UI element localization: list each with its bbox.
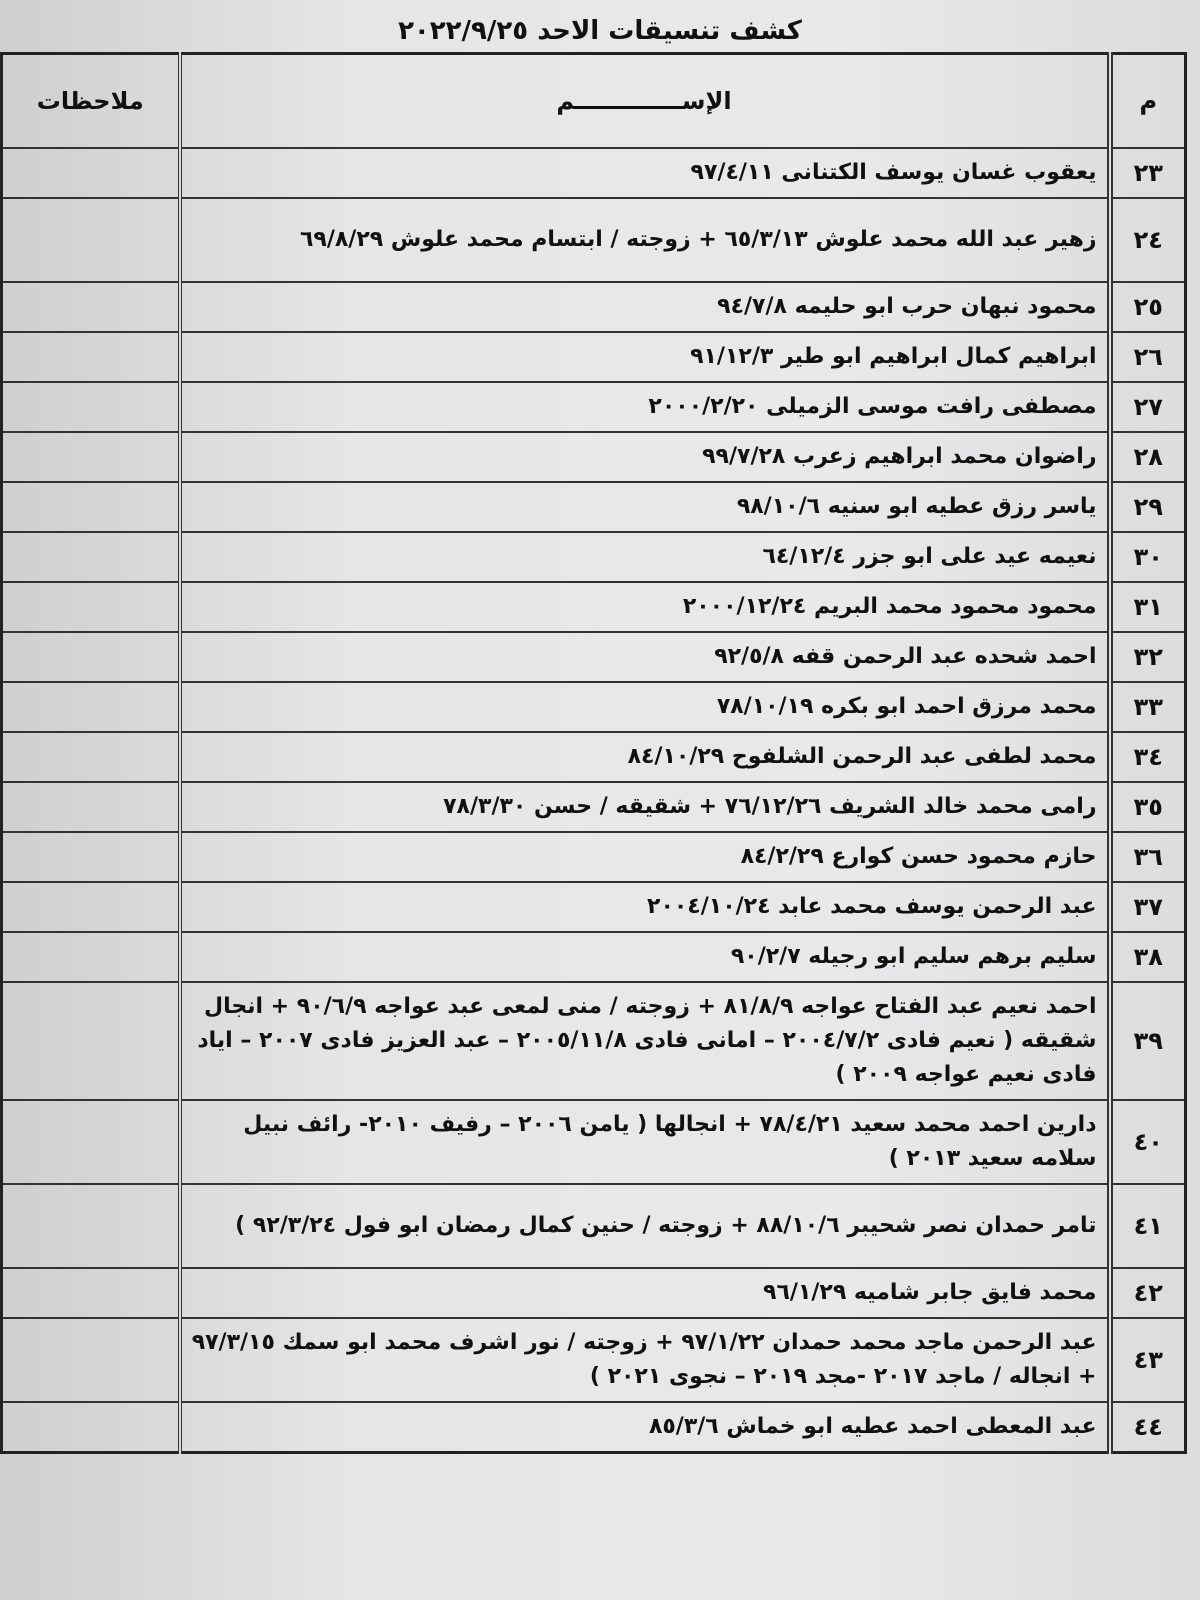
table-row xyxy=(2,982,1186,1100)
table-row xyxy=(2,682,1186,732)
row-name: يعقوب غسان يوسف الكتنانى ٩٧/٤/١١ xyxy=(180,148,1110,198)
row-name: مصطفى رافت موسى الزميلى ٢٠٠٠/٢/٢٠ xyxy=(180,382,1110,432)
row-number: ٤٠ xyxy=(1110,1100,1186,1184)
row-notes xyxy=(2,882,180,932)
row-name: تامر حمدان نصر شحيبر ٨٨/١٠/٦ + زوجته / حنين كمال رمضان ابو فول ٩٢/٣/٢٤ ) xyxy=(180,1184,1110,1268)
header-name: الإســـــــــــــم xyxy=(180,54,1110,149)
names-table xyxy=(0,52,1187,1454)
row-number: ٤٤ xyxy=(1110,1402,1186,1452)
row-number: ٣٧ xyxy=(1110,882,1186,932)
row-number: ٣٥ xyxy=(1110,782,1186,832)
row-number: ٣٩ xyxy=(1110,982,1186,1100)
row-number: ٣١ xyxy=(1110,582,1186,632)
row-number: ٢٣ xyxy=(1110,148,1186,198)
row-number: ٢٨ xyxy=(1110,432,1186,482)
row-name: احمد شحده عبد الرحمن قفه ٩٢/٥/٨ xyxy=(180,632,1110,682)
table-row xyxy=(2,632,1186,682)
table-row xyxy=(2,1318,1186,1402)
row-name: ابراهيم كمال ابراهيم ابو طير ٩١/١٢/٣ xyxy=(180,332,1110,382)
row-number: ٣٠ xyxy=(1110,532,1186,582)
table-row xyxy=(2,148,1186,198)
row-number: ٣٤ xyxy=(1110,732,1186,782)
table-body xyxy=(2,148,1186,1452)
row-notes xyxy=(2,1318,180,1402)
row-notes xyxy=(2,782,180,832)
row-notes xyxy=(2,832,180,882)
row-number: ٢٥ xyxy=(1110,282,1186,332)
row-name: رامى محمد خالد الشريف ٧٦/١٢/٢٦ + شقيقه / حسن ٧٨/٣/٣٠ xyxy=(180,782,1110,832)
row-notes xyxy=(2,982,180,1100)
row-name: زهير عبد الله محمد علوش ٦٥/٣/١٣ + زوجته / ابتسام محمد علوش ٦٩/٨/٢٩ xyxy=(180,198,1110,282)
row-notes xyxy=(2,1402,180,1452)
table-row xyxy=(2,532,1186,582)
row-notes xyxy=(2,382,180,432)
row-name: محمد لطفى عبد الرحمن الشلفوح ٨٤/١٠/٢٩ xyxy=(180,732,1110,782)
row-name: محمد مرزق احمد ابو بكره ٧٨/١٠/١٩ xyxy=(180,682,1110,732)
row-notes xyxy=(2,532,180,582)
row-notes xyxy=(2,432,180,482)
row-notes xyxy=(2,332,180,382)
row-name: عبد المعطى احمد عطيه ابو خماش ٨٥/٣/٦ xyxy=(180,1402,1110,1452)
table-row xyxy=(2,1402,1186,1452)
row-notes xyxy=(2,932,180,982)
table-header-row xyxy=(2,54,1186,149)
row-name: محمود محمود محمد البريم ٢٠٠٠/١٢/٢٤ xyxy=(180,582,1110,632)
row-name: دارين احمد محمد سعيد ٧٨/٤/٢١ + انجالها ( يامن ٢٠٠٦ – رفيف ٢٠١٠- رائف نبيل سلامه سعيد ٢٠١٣ ) xyxy=(180,1100,1110,1184)
row-name: نعيمه عيد على ابو جزر ٦٤/١٢/٤ xyxy=(180,532,1110,582)
table-row xyxy=(2,732,1186,782)
table-row xyxy=(2,882,1186,932)
row-notes xyxy=(2,1268,180,1318)
row-number: ٣٢ xyxy=(1110,632,1186,682)
table-row xyxy=(2,1184,1186,1268)
row-notes xyxy=(2,1184,180,1268)
header-number: م xyxy=(1110,54,1186,149)
row-notes xyxy=(2,482,180,532)
row-name: راضوان محمد ابراهيم زعرب ٩٩/٧/٢٨ xyxy=(180,432,1110,482)
table-row xyxy=(2,482,1186,532)
table-row xyxy=(2,932,1186,982)
header-notes: ملاحظات xyxy=(2,54,180,149)
row-name: محمد فايق جابر شاميه ٩٦/١/٢٩ xyxy=(180,1268,1110,1318)
row-notes xyxy=(2,582,180,632)
row-name: عبد الرحمن ماجد محمد حمدان ٩٧/١/٢٢ + زوجته / نور اشرف محمد ابو سمك ٩٧/٣/١٥ + انجاله / ماجد ٢٠١٧ -مجد ٢٠١٩ – نجوى ٢٠٢١ ) xyxy=(180,1318,1110,1402)
table-row xyxy=(2,782,1186,832)
row-notes xyxy=(2,632,180,682)
row-number: ٢٩ xyxy=(1110,482,1186,532)
row-name: سليم برهم سليم ابو رجيله ٩٠/٢/٧ xyxy=(180,932,1110,982)
row-notes xyxy=(2,682,180,732)
document-title: كشف تنسيقات الاحد ٢٠٢٢/٩/٢٥ xyxy=(398,16,802,46)
row-name: ياسر رزق عطيه ابو سنيه ٩٨/١٠/٦ xyxy=(180,482,1110,532)
table-row xyxy=(2,282,1186,332)
row-notes xyxy=(2,198,180,282)
row-name: حازم محمود حسن كوارع ٨٤/٢/٢٩ xyxy=(180,832,1110,882)
table-row xyxy=(2,198,1186,282)
row-number: ٣٦ xyxy=(1110,832,1186,882)
row-number: ٢٦ xyxy=(1110,332,1186,382)
table-row xyxy=(2,1268,1186,1318)
row-number: ٤٣ xyxy=(1110,1318,1186,1402)
row-notes xyxy=(2,282,180,332)
table-row xyxy=(2,832,1186,882)
row-notes xyxy=(2,1100,180,1184)
row-number: ٤٢ xyxy=(1110,1268,1186,1318)
row-number: ٤١ xyxy=(1110,1184,1186,1268)
table-row xyxy=(2,432,1186,482)
row-number: ٣٨ xyxy=(1110,932,1186,982)
table-row xyxy=(2,1100,1186,1184)
row-number: ٣٣ xyxy=(1110,682,1186,732)
table-row xyxy=(2,382,1186,432)
row-notes xyxy=(2,732,180,782)
table-row xyxy=(2,582,1186,632)
row-number: ٢٧ xyxy=(1110,382,1186,432)
row-name: عبد الرحمن يوسف محمد عابد ٢٠٠٤/١٠/٢٤ xyxy=(180,882,1110,932)
row-number: ٢٤ xyxy=(1110,198,1186,282)
row-notes xyxy=(2,148,180,198)
row-name: احمد نعيم عبد الفتاح عواجه ٨١/٨/٩ + زوجته / منى لمعى عبد عواجه ٩٠/٦/٩ + انجال شقيقه ( نعيم فادى ٢٠٠٤/٧/٢ – امانى فادى ٢٠٠٥/١١/٨ – عبد العزيز فادى ٢٠٠٧ – اياد فادى نعيم عواجه ٢٠٠٩ ) xyxy=(180,982,1110,1100)
row-name: محمود نبهان حرب ابو حليمه ٩٤/٧/٨ xyxy=(180,282,1110,332)
table-row xyxy=(2,332,1186,382)
